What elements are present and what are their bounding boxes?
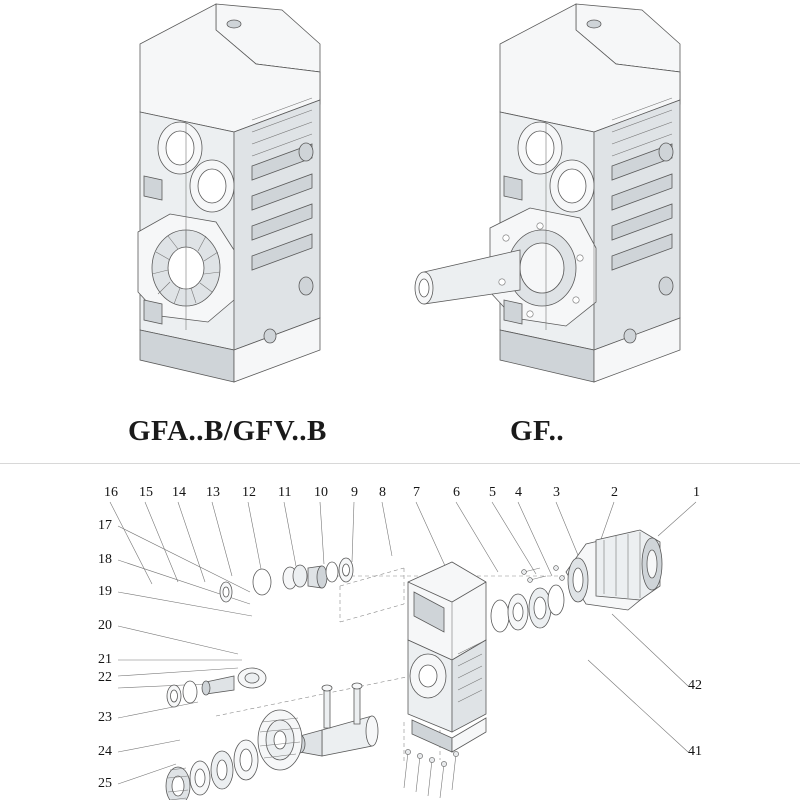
callout-24: 24 [98,744,112,759]
callout-7: 7 [413,485,420,500]
callout-10: 10 [314,485,328,500]
callout-16: 16 [104,485,118,500]
callout-13: 13 [206,485,220,500]
callout-4: 4 [515,485,522,500]
gear-unit-drawing-left [20,0,420,410]
callout-14: 14 [172,485,186,500]
gear-unit-drawing-right [390,0,790,410]
callout-3: 3 [553,485,560,500]
callout-21: 21 [98,652,112,667]
callout-25: 25 [98,776,112,791]
callout-20: 20 [98,618,112,633]
callout-12: 12 [242,485,256,500]
callout-6: 6 [453,485,460,500]
callout-5: 5 [489,485,496,500]
callout-2: 2 [611,485,618,500]
figure-caption-right: GF.. [510,415,565,447]
callout-18: 18 [98,552,112,567]
callout-17: 17 [98,518,112,533]
figure-caption-left: GFA..B/GFV..B [128,415,327,447]
exploded-assembly-view [0,464,800,800]
callout-19: 19 [98,584,112,599]
exploded-assembly-drawing [0,464,800,800]
callout-22: 22 [98,670,112,685]
callout-1: 1 [693,485,700,500]
callout-9: 9 [351,485,358,500]
callout-42: 42 [688,678,702,693]
callout-41: 41 [688,744,702,759]
callout-23: 23 [98,710,112,725]
callout-15: 15 [139,485,153,500]
callout-11: 11 [278,485,292,500]
callout-8: 8 [379,485,386,500]
